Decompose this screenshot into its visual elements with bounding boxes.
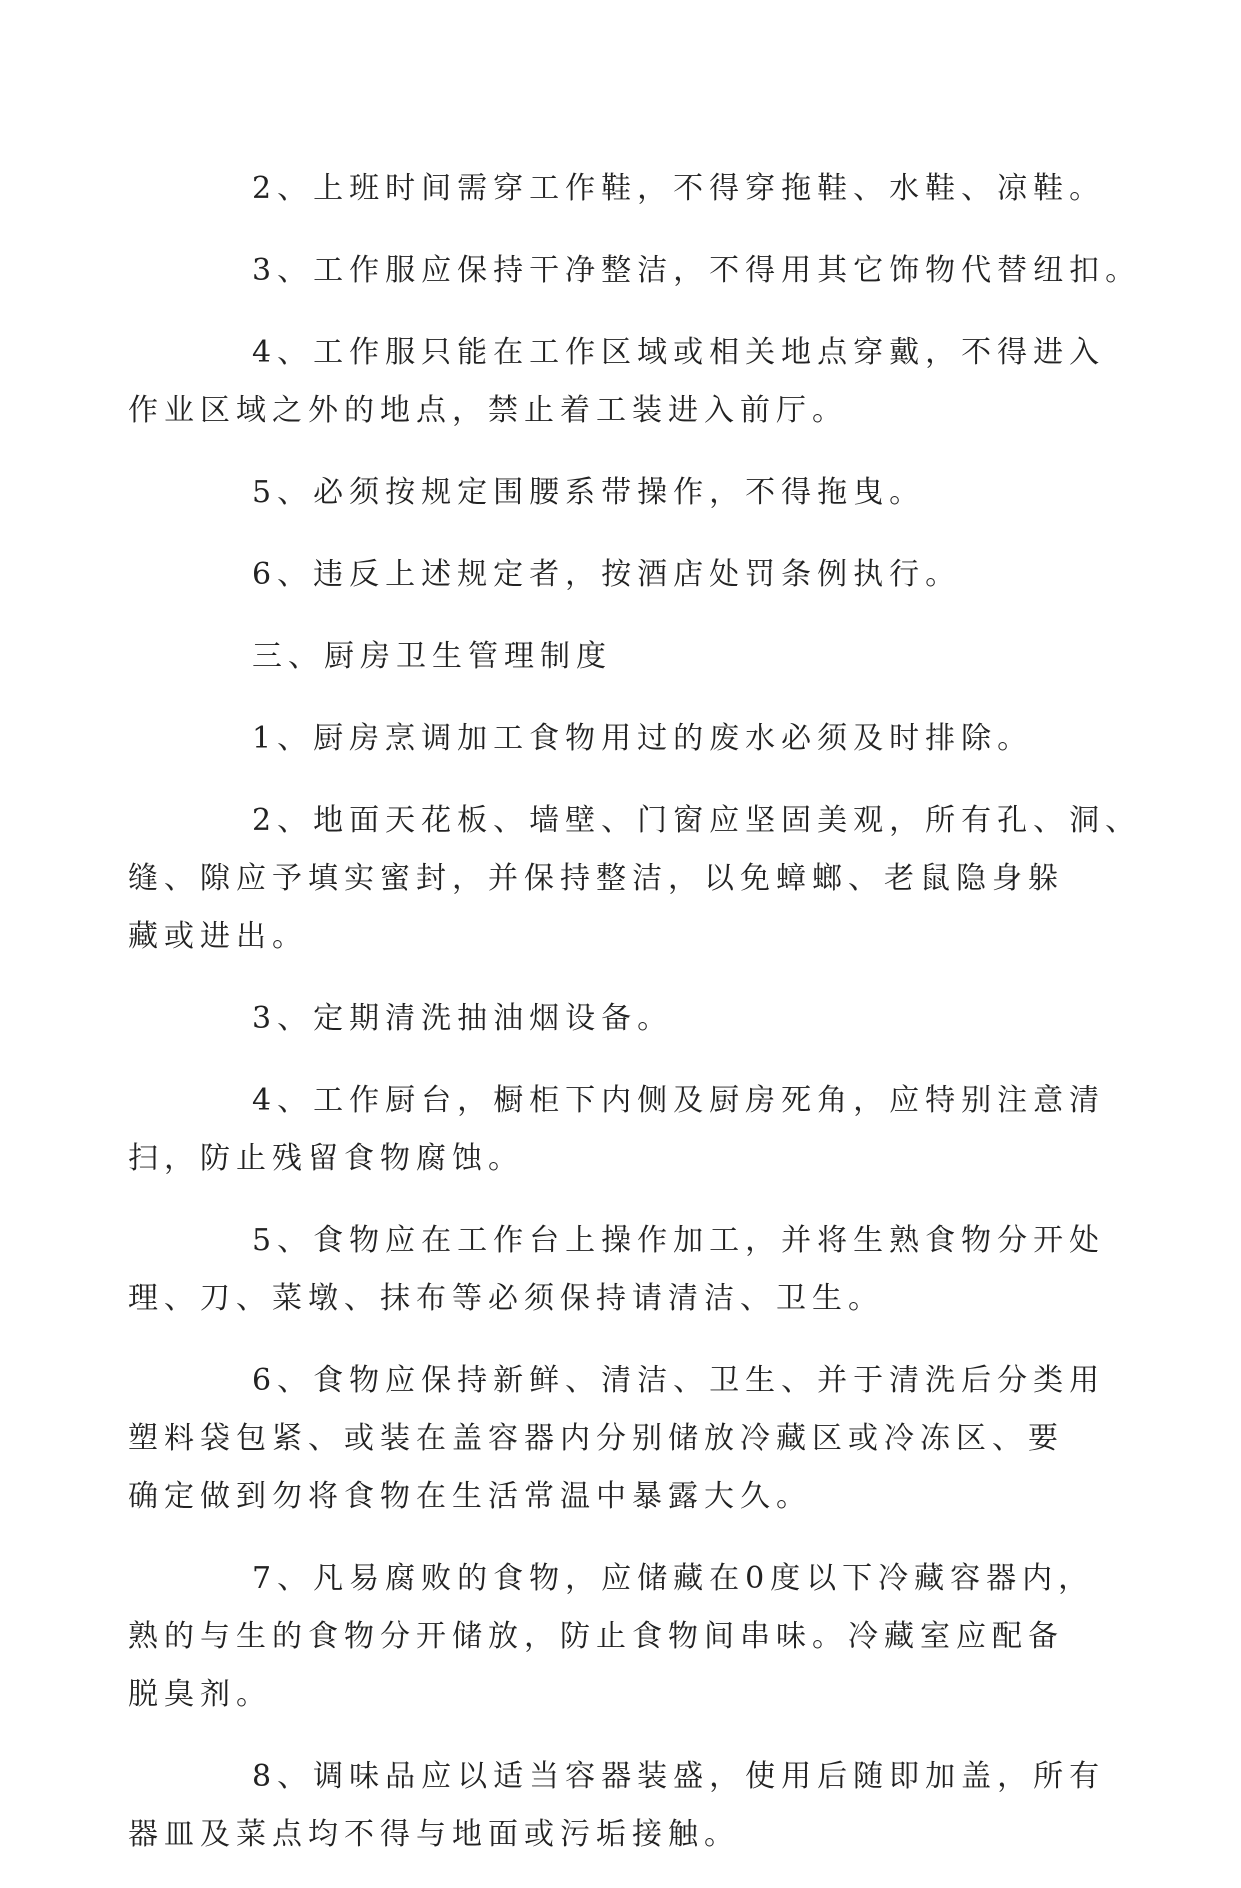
paragraph-line: 器皿及菜点均不得与地面或污垢接触。 (128, 1817, 740, 1852)
section-heading (190, 628, 1070, 686)
paragraph-line: 熟的与生的食物分开储放，防止食物间串味。冷藏室应配备 (128, 1619, 1064, 1654)
paragraph-line: 8、调味品应以适当容器装盛，使用后随即加盖，所有 (252, 1759, 1106, 1794)
paragraph-line: 4、工作服只能在工作区域或相关地点穿戴，不得进入 (252, 335, 1106, 370)
paragraph-line: 塑料袋包紧、或装在盖容器内分别储放冷藏区或冷冻区、要 (128, 1421, 1064, 1456)
paragraph-line: 2、地面天花板、墙壁、门窗应坚固美观，所有孔、洞、 (252, 803, 1142, 838)
paragraph-line: 缝、隙应予填实蜜封，并保持整洁，以免蟑螂、老鼠隐身躲 (128, 861, 1064, 896)
paragraph-line: 理、刀、菜墩、抹布等必须保持请清洁、卫生。 (128, 1281, 884, 1316)
rule-paragraph (128, 1352, 1106, 1526)
rule-paragraph (190, 160, 1106, 218)
rule-paragraph (128, 1550, 1095, 1724)
rule-paragraph (190, 710, 1070, 768)
rule-paragraph (190, 464, 1070, 522)
paragraph-line: 确定做到勿将食物在生活常温中暴露大久。 (128, 1479, 812, 1514)
paragraph-line: 2、上班时间需穿工作鞋，不得穿拖鞋、水鞋、凉鞋。 (252, 171, 1106, 206)
paragraph-line: 3、工作服应保持干净整洁，不得用其它饰物代替纽扣。 (252, 253, 1142, 288)
paragraph-line: 脱臭剂。 (128, 1677, 272, 1712)
paragraph-line: 1、厨房烹调加工食物用过的废水必须及时排除。 (252, 721, 1034, 756)
rule-paragraph (190, 990, 1070, 1048)
rule-paragraph (128, 792, 1142, 966)
paragraph-line: 5、必须按规定围腰系带操作，不得拖曳。 (252, 475, 926, 510)
rule-paragraph (128, 324, 1106, 440)
paragraph-line: 藏或进出。 (128, 919, 308, 954)
document-body (128, 160, 1142, 1888)
rule-paragraph (128, 1072, 1106, 1188)
paragraph-line: 6、违反上述规定者，按酒店处罚条例执行。 (252, 557, 962, 592)
paragraph-line: 6、食物应保持新鲜、清洁、卫生、并于清洗后分类用 (252, 1363, 1106, 1398)
paragraph-line: 3、定期清洗抽油烟设备。 (252, 1001, 674, 1036)
paragraph-line: 扫，防止残留食物腐蚀。 (128, 1141, 524, 1176)
paragraph-line: 5、食物应在工作台上操作加工，并将生熟食物分开处 (252, 1223, 1106, 1258)
paragraph-line: 4、工作厨台，橱柜下内侧及厨房死角，应特别注意清 (252, 1083, 1106, 1118)
rule-paragraph (190, 242, 1142, 300)
rule-paragraph (128, 1212, 1106, 1328)
section-heading-text: 三、厨房卫生管理制度 (252, 639, 612, 674)
rule-paragraph (128, 1748, 1106, 1864)
paragraph-line: 7、凡易腐败的食物，应储藏在0度以下冷藏容器内， (252, 1561, 1095, 1596)
rule-paragraph (190, 546, 1070, 604)
paragraph-line: 作业区域之外的地点，禁止着工装进入前厅。 (128, 393, 848, 428)
